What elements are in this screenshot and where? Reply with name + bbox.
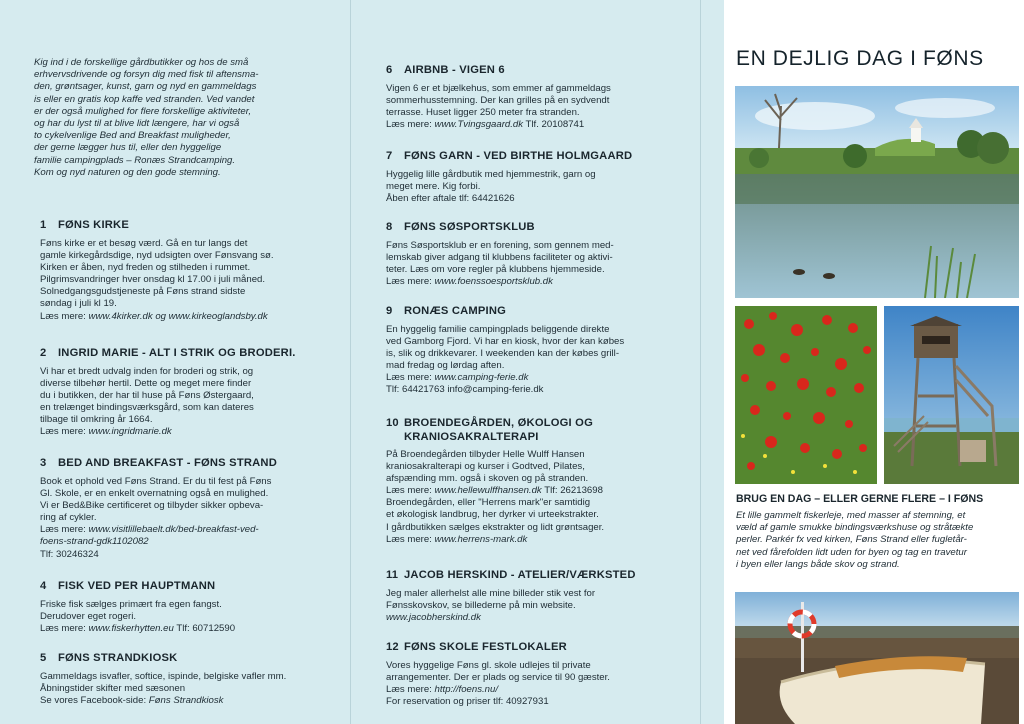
panel-title: EN DEJLIG DAG I FØNS [736,47,984,70]
section-title: 12 FØNS SKOLE FESTLOKALER [386,641,567,653]
section-soesportsklub: 8 FØNS SØSPORTSKLUB Føns Søsportsklub er en forening, som gennem med- lemskab giver adgang til klubbens faciliteter og aktivi- teter. Læs om vore regler på klubbens hjemmeside. Læs mere: www.foenssoesportsklub.dk [386,220,686,288]
website-link[interactable]: www.visitlillebaelt.dk/bed-breakfast-ved- [88,524,259,536]
section-title: 5 FØNS STRANDKIOSK [40,652,178,664]
section-foens-garn: 7 FØNS GARN - VED BIRTHE HOLMGAARD Hyggelig lille gårdbutik med hjemmestrik, garn og meget mere. Kig forbi. Åben efter aftale tlf: 64421626 [386,149,686,205]
website-link[interactable]: http://foens.nu/ [434,684,499,696]
section-title: 1 FØNS KIRKE [40,219,129,231]
panel-body: Et lille gammelt fiskerleje, med masser af stemning, et væld af gamle smukke bindingsværkshuse og stråtækte perler. Parkér fx ved kirken, Føns Strand eller fugletår- net ved fårefolden lidt uden for byen og tag en travetur i byen eller langs både skov og strand. [736,510,974,570]
boat-photo [735,592,1019,724]
section-title: 10 BROENDEGÅRDEN, ØKOLOGI OG KRANIOSAKRALTERAPI [386,417,593,443]
facebook-link[interactable]: Føns Strandkiosk [148,695,224,707]
website-link[interactable]: www.4kirker.dk og www.kirkeoglandsby.dk [88,310,268,322]
section-title: 9 RONÆS CAMPING [386,305,507,317]
poppies-photo [735,306,877,484]
section-ronaes-camping: 9 RONÆS CAMPING En hyggelig familie campingplads beliggende direkte ved Gamborg Fjord. Vi har en kiosk, hvor der kan købes is, slik og drikkevarer. I weekenden kan der købes grill- mad fredag og lørdag aften. Læs mere: www.camping-ferie.dk Tlf: 64421763 info@camping-ferie.dk [386,304,686,397]
section-title: 4 FISK VED PER HAUPTMANN [40,580,216,592]
section-title: 2 INGRID MARIE - ALT I STRIK OG BRODERI. [40,347,296,359]
website-link[interactable]: www.hellewulffhansen.dk [434,485,542,497]
section-title: 6 AIRBNB - VIGEN 6 [386,64,505,76]
section-fisk: 4 FISK VED PER HAUPTMANN Friske fisk sælges primært fra egen fangst. Derudover eget rogeri. Læs mere: www.fiskerhytten.eu Tlf: 60712590 [40,579,340,635]
photo-panel [724,0,1024,724]
section-bed-and-breakfast: 3 BED AND BREAKFAST - FØNS STRAND Book et ophold ved Føns Strand. Er du til fest på Føns Gl. Skole, er en enkelt overnatning også en mulighed. Vi er Bed&Bike certificeret og tilbyder sikker opbeva- ring af cykler. Læs mere: www.visitlillebaelt.dk/bed-breakfast-ved- foens-strand-gdk1102082 Tlf: 30246324 [40,456,340,561]
bird-tower-photo [884,306,1019,484]
website-link[interactable]: www.jacobherskind.dk [386,612,481,624]
section-title: 7 FØNS GARN - VED BIRTHE HOLMGAARD [386,150,633,162]
section-jacob-herskind: 11 JACOB HERSKIND - ATELIER/VÆRKSTED Jeg maler allerhelst alle mine billeder stik vest for Fønsskovskov, se billederne på min website. www.jacobherskind.dk [386,568,686,624]
fold-line [700,0,701,724]
website-link[interactable]: www.foenssoesportsklub.dk [434,276,553,288]
section-title: 3 BED AND BREAKFAST - FØNS STRAND [40,457,277,469]
section-strandkiosk: 5 FØNS STRANDKIOSK Gammeldags isvafler, softice, ispinde, belgiske vafler mm. Åbningstider skifter med sæsonen Se vores Facebook-side: Føns Strandkiosk [40,651,340,707]
section-foens-skole: 12 FØNS SKOLE FESTLOKALER Vores hyggelige Føns gl. skole udlejes til private arrangementer. Der er plads og service til 90 gæster. Læs mere: http://foens.nu/ For reservation og priser tlf: 40927931 [386,640,686,708]
section-foens-kirke: 1 FØNS KIRKE Føns kirke er et besøg værd. Gå en tur langs det gamle kirkegårdsdige, nyd udsigten over Fønsvang sø. Kirken er åben, nyd freden og stilheden i rummet. Pilgrimsvandringer hver onsdag kl 17.00 i juli måned. Solnedgangsgudstjeneste på Føns strand sidste søndag i juli kl 19. Læs mere: www.4kirker.dk og www.kirkeoglandsby.dk [40,218,340,323]
website-link[interactable]: www.camping-ferie.dk [434,372,529,384]
website-link[interactable]: www.Tvingsgaard.dk [434,119,524,131]
fold-line [350,0,351,724]
section-broendegaarden: 10 BROENDEGÅRDEN, ØKOLOGI OG KRANIOSAKRALTERAPI På Broendegården tilbyder Helle Wulff Hansen kraniosakralterapi og kurser i Godtved, Pilates, afspænding mm. også i skoven og på stranden. Læs mere: www.hellewulffhansen.dk Tlf: 26213698 Broendegården, eller "Herrens mark"er samtidig et økologisk landbrug, her dyrker vi urteekstrakter. I gårdbutikken sælges ekstrakter og lidt grøntsager. Læs mere: www.herrens-mark.dk [386,416,686,546]
section-title: 11 JACOB HERSKIND - ATELIER/VÆRKSTED [386,569,636,581]
panel-subtitle: BRUG EN DAG – ELLER GERNE FLERE – I FØNS [736,493,984,505]
lake-photo [735,86,1019,298]
website-link[interactable]: www.herrens-mark.dk [434,533,528,545]
website-link[interactable]: www.fiskerhytten.eu [88,623,174,635]
section-ingrid-marie: 2 INGRID MARIE - ALT I STRIK OG BRODERI. Vi har et bredt udvalg inden for broderi og strik, og diverse tilbehør hertil. Dette og meget mere finder du i butikken, der har til huse på Føns Østergaard, en trelænget bindingsværksgård, som kan dateres tilbage til omkring år 1664. Læs mere: www.ingridmarie.dk [40,346,340,439]
intro-text: Kig ind i de forskellige gårdbutikker og hos de små erhvervsdrivende og forsyn dig med fisk til aftensma- den, grøntsager, kunst, garn og nyd en gammeldags is eller en gratis kop kaffe ved stranden. Ved vandet er der også mulighed for flere forskellige aktiviteter, og har du lyst til at blive lidt længere, har vi også to cykelvenlige Bed and Breakfast muligheder, der gerne lægger hus til, eller den hyggelige familie campingplads – Ronæs Strandcamping. Kom og nyd naturen og den gode stemning. [34,57,259,178]
website-link[interactable]: www.ingridmarie.dk [88,426,172,438]
website-link[interactable]: foens-strand-gdk1102082 [40,536,149,548]
section-airbnb: 6 AIRBNB - VIGEN 6 Vigen 6 er et bjælkehus, som emmer af gammeldags sommerhusstemning. Der kan grilles på en sydvendt terrasse. Huset ligger 250 meter fra stranden. Læs mere: www.Tvingsgaard.dk Tlf. 20108741 [386,63,686,131]
section-title: 8 FØNS SØSPORTSKLUB [386,221,535,233]
